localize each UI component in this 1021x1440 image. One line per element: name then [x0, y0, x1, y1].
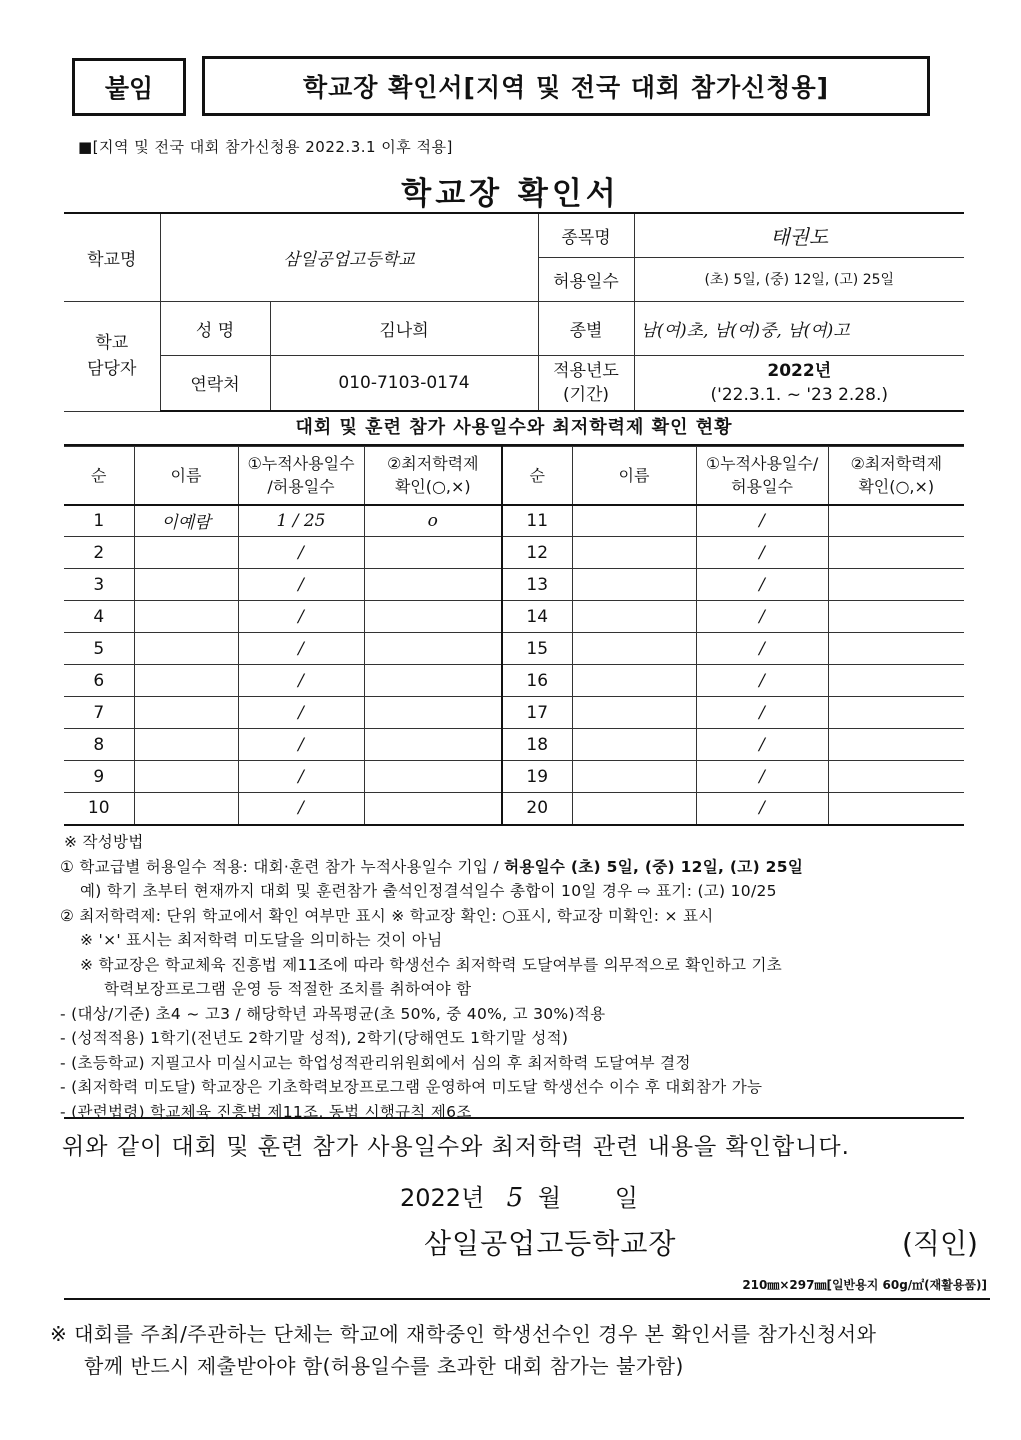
row-check — [364, 569, 502, 601]
row-check-right — [828, 633, 964, 665]
col-no-right: 순 — [502, 447, 572, 505]
row-check — [364, 601, 502, 633]
form-title — [202, 56, 930, 116]
row-used-right: / — [696, 633, 828, 665]
row-name-right — [572, 697, 696, 729]
row-name-right — [572, 505, 696, 537]
table-row — [64, 505, 964, 537]
table-row — [64, 537, 964, 569]
info-table — [64, 212, 964, 412]
row-check — [364, 761, 502, 793]
row-name: 이예람 — [134, 505, 238, 537]
principal-name: 삼일공업고등학교장 — [424, 1227, 677, 1260]
col-min-right-line1: ②최저학력제 — [850, 454, 943, 474]
date-month-unit: 월 — [537, 1184, 562, 1212]
row-check — [364, 793, 502, 825]
notes-heading: ※ 작성방법 — [64, 833, 144, 851]
contact-label: 연락처 — [160, 355, 270, 411]
table-row — [64, 665, 964, 697]
footer-line1: ※ 대회를 주최/주관하는 단체는 학교에 재학중인 학생선수인 경우 본 확인서를 참가신청서와 — [50, 1322, 877, 1346]
note-2-sub2b: 학력보장프로그램 운영 등 적절한 조치를 취하여야 함 — [104, 980, 472, 998]
row-no-right: 17 — [502, 697, 572, 729]
usage-table-header — [64, 447, 964, 505]
page-title: 학교장 확인서 — [401, 176, 620, 212]
row-name — [134, 729, 238, 761]
row-name — [134, 665, 238, 697]
detail-2: - (성적적용) 1학기(전년도 2학기말 성적), 2학기(당해연도 1학기말 성적) — [60, 1029, 569, 1047]
row-check-right — [828, 569, 964, 601]
date-year: 2022년 — [400, 1184, 485, 1212]
divider — [64, 1117, 964, 1119]
row-check — [364, 729, 502, 761]
col-min-line2: 확인(○,×) — [394, 477, 471, 497]
paper-spec: 210㎜×297㎜[일반용지 60g/㎡(재활용품)] — [742, 1278, 987, 1292]
name-label: 성 명 — [160, 301, 270, 355]
note-1-allowed: 허용일수 (초) 5일, (중) 12일, (고) 25일 — [504, 857, 804, 876]
row-used: / — [238, 665, 364, 697]
row-no: 6 — [64, 665, 134, 697]
period-label-line2: (기간) — [562, 384, 610, 405]
row-no-right: 18 — [502, 729, 572, 761]
row-name-right — [572, 633, 696, 665]
row-name-right — [572, 569, 696, 601]
row-used-right: / — [696, 601, 828, 633]
col-used-line2: /허용일수 — [267, 477, 335, 497]
row-check-right — [828, 697, 964, 729]
row-no-right: 11 — [502, 505, 572, 537]
row-check-right — [828, 665, 964, 697]
row-name-right — [572, 793, 696, 825]
usage-table — [64, 446, 964, 826]
gender-value: 남(여)초, 남(여)중, 남(여)고 — [634, 301, 964, 355]
note-2-sub1 — [60, 928, 990, 953]
detail-3: - (초등학교) 지필고사 미실시교는 학업성적관리위원회에서 심의 후 최저학력 도달여부 결정 — [60, 1053, 691, 1072]
period-label-line1: 적용년도 — [553, 360, 619, 381]
row-name-right — [572, 729, 696, 761]
row-used-right: / — [696, 793, 828, 825]
table-row — [64, 761, 964, 793]
gender-label: 종별 — [538, 301, 634, 355]
row-name — [134, 537, 238, 569]
table-row — [64, 601, 964, 633]
row-used: 1 / 25 — [238, 505, 364, 537]
attachment-label-text: 붙임 — [104, 74, 154, 103]
allowed-value: (초) 5일, (중) 12일, (고) 25일 — [634, 257, 964, 301]
contact-value: 010-7103-0174 — [270, 355, 538, 411]
row-check-right — [828, 761, 964, 793]
col-used-right-line1: ①누적사용일수/ — [705, 454, 819, 474]
row-check — [364, 697, 502, 729]
confirm-statement: 위와 같이 대회 및 훈련 참가 사용일수와 최저학력 관련 내용을 확인합니다. — [62, 1134, 850, 1160]
detail-5: - (관련법령) 학교체육 진흥법 제11조, 동법 시행규칙 제6조 — [60, 1102, 472, 1121]
sport-label: 종목명 — [538, 213, 634, 257]
period-year: 2022년 — [767, 360, 832, 381]
col-used-right-line2: 허용일수 — [731, 477, 793, 497]
status-section-title: 대회 및 훈련 참가 사용일수와 최저학력제 확인 현황 — [64, 408, 964, 446]
row-used-right: / — [696, 697, 828, 729]
row-used: / — [238, 793, 364, 825]
date-month: 5 — [506, 1183, 524, 1213]
official-seal-label: (직인) — [902, 1227, 978, 1260]
row-used: / — [238, 537, 364, 569]
row-no: 2 — [64, 537, 134, 569]
row-name — [134, 793, 238, 825]
row-used-right: / — [696, 569, 828, 601]
row-no: 7 — [64, 697, 134, 729]
row-check-right — [828, 505, 964, 537]
table-row — [64, 729, 964, 761]
date-day-unit: 일 — [614, 1184, 638, 1212]
row-check — [364, 665, 502, 697]
col-min — [364, 447, 502, 505]
table-row — [64, 697, 964, 729]
col-min-right-line2: 확인(○,×) — [858, 477, 935, 497]
row-used-right: / — [696, 729, 828, 761]
row-used: / — [238, 729, 364, 761]
row-used: / — [238, 569, 364, 601]
row-check — [364, 633, 502, 665]
form-title-text: 학교장 확인서[지역 및 전국 대회 참가신청용] — [302, 73, 830, 102]
row-no-right: 16 — [502, 665, 572, 697]
row-no-right: 20 — [502, 793, 572, 825]
row-no-right: 15 — [502, 633, 572, 665]
col-name: 이름 — [134, 447, 238, 505]
period-value — [634, 355, 964, 411]
manager-label-line1: 학교 — [95, 333, 129, 353]
row-name-right — [572, 761, 696, 793]
table-row — [64, 793, 964, 825]
row-used-right: / — [696, 761, 828, 793]
apply-note: ■[지역 및 전국 대회 참가신청용 2022.3.1 이후 적용] — [78, 138, 453, 156]
row-no: 9 — [64, 761, 134, 793]
attachment-label — [72, 58, 186, 116]
school-value: 삼일공업고등학교 — [160, 213, 538, 301]
note-2-sub2a: ※ 학교장은 학교체육 진흥법 제11조에 따라 학생선수 최저학력 도달여부를 의무적으로 확인하고 기초 — [80, 955, 783, 974]
row-no-right: 14 — [502, 601, 572, 633]
row-no-right: 13 — [502, 569, 572, 601]
table-row — [64, 569, 964, 601]
note-1-example: 예) 학기 초부터 현재까지 대회 및 훈련참가 출석인정결석일수 총합이 10일 경우 ⇨ 표기: (고) 10/25 — [80, 882, 777, 900]
period-label — [538, 355, 634, 411]
note-2-sub1-text: ※ '×' 표시는 최저학력 미도달을 의미하는 것이 아님 — [80, 931, 443, 949]
row-name-right — [572, 665, 696, 697]
row-no: 4 — [64, 601, 134, 633]
row-name-right — [572, 537, 696, 569]
manager-label-line2: 담당자 — [87, 359, 137, 379]
row-used-right: / — [696, 505, 828, 537]
row-no: 3 — [64, 569, 134, 601]
row-name — [134, 633, 238, 665]
row-check-right — [828, 601, 964, 633]
row-used: / — [238, 697, 364, 729]
col-min-right — [828, 447, 964, 505]
footer-line2: 함께 반드시 제출받아야 함(허용일수를 초과한 대회 참가는 불가함) — [84, 1354, 684, 1378]
row-no-right: 12 — [502, 537, 572, 569]
row-check: o — [364, 505, 502, 537]
col-used-line1: ①누적사용일수 — [247, 454, 355, 474]
col-used-right — [696, 447, 828, 505]
divider — [64, 1298, 990, 1300]
period-range: ('22.3.1. ~ '23 2.28.) — [710, 384, 888, 405]
manager-label — [64, 301, 160, 411]
detail-4: - (최저학력 미도달) 학교장은 기초학력보장프로그램 운영하여 미도달 학생선수 이수 후 대회참가 가능 — [60, 1078, 763, 1096]
col-no: 순 — [64, 447, 134, 505]
row-no: 1 — [64, 505, 134, 537]
table-row — [64, 633, 964, 665]
footer-note — [50, 1318, 876, 1382]
note-2: ② 최저학력제: 단위 학교에서 확인 여부만 표시 ※ 학교장 확인: ○표시, 학교장 미확인: × 표시 — [60, 906, 714, 925]
school-label: 학교명 — [64, 213, 160, 301]
row-name — [134, 761, 238, 793]
allowed-label: 허용일수 — [538, 257, 634, 301]
row-used: / — [238, 761, 364, 793]
instructions — [60, 830, 990, 1124]
row-used: / — [238, 601, 364, 633]
note-1 — [60, 855, 990, 880]
detail-1: - (대상/기준) 초4 ~ 고3 / 해당학년 과목평균(초 50%, 중 40%, 고 30%)적용 — [60, 1004, 606, 1023]
row-used-right: / — [696, 537, 828, 569]
row-no: 8 — [64, 729, 134, 761]
note-1-text: ① 학교급별 허용일수 적용: 대회·훈련 참가 누적사용일수 기입 / — [60, 857, 505, 876]
row-name-right — [572, 601, 696, 633]
row-no: 5 — [64, 633, 134, 665]
row-check-right — [828, 729, 964, 761]
row-no: 10 — [64, 793, 134, 825]
row-name — [134, 697, 238, 729]
row-name — [134, 569, 238, 601]
row-check — [364, 537, 502, 569]
row-name — [134, 601, 238, 633]
row-check-right — [828, 537, 964, 569]
col-name-right: 이름 — [572, 447, 696, 505]
sport-value: 태권도 — [634, 213, 964, 257]
row-check-right — [828, 793, 964, 825]
row-used: / — [238, 633, 364, 665]
col-used — [238, 447, 364, 505]
signed-date — [400, 1178, 638, 1213]
row-used-right: / — [696, 665, 828, 697]
col-min-line1: ②최저학력제 — [386, 454, 479, 474]
row-no-right: 19 — [502, 761, 572, 793]
name-value: 김나희 — [270, 301, 538, 355]
